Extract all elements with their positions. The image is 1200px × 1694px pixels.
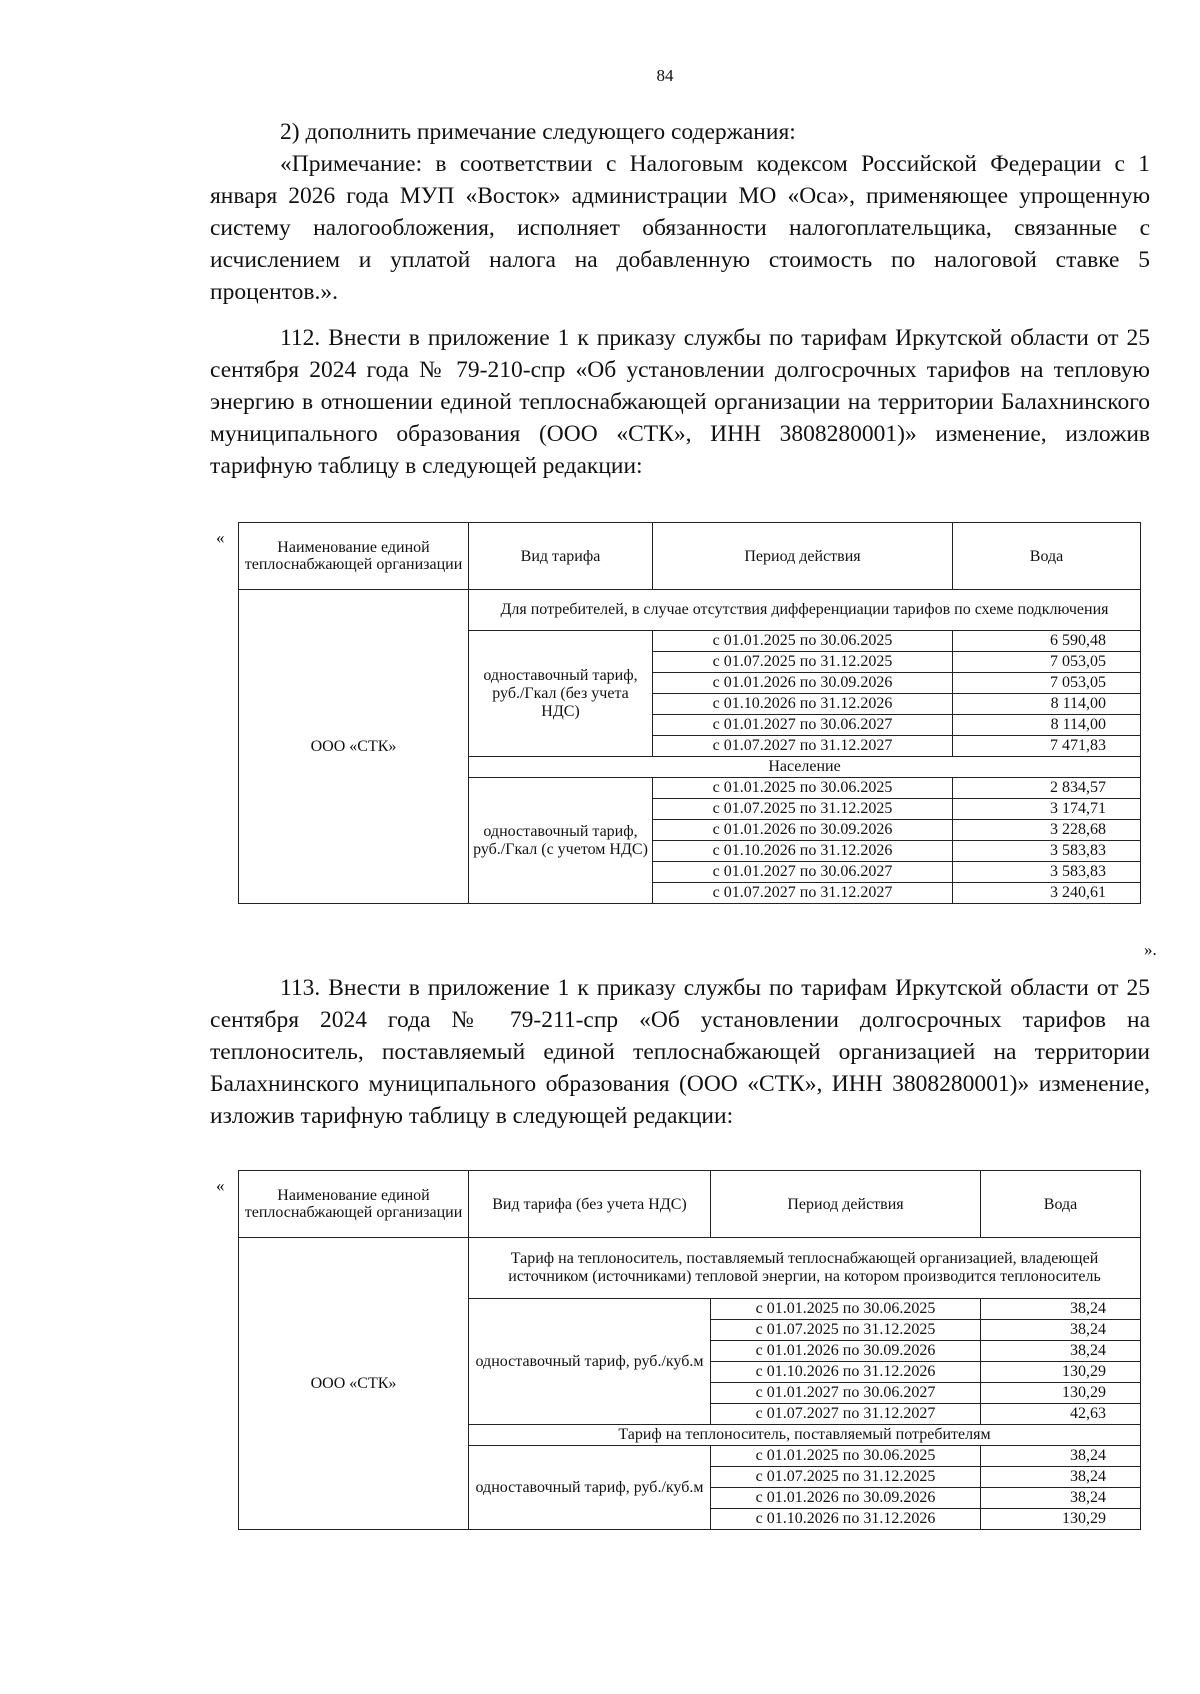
table1-close-quote: ». — [1144, 940, 1157, 959]
period-cell: с 01.10.2026 по 31.12.2026 — [653, 841, 953, 862]
paragraph-113 — [210, 972, 1150, 1132]
tariff-type: одноставочный тариф, руб./куб.м — [469, 1299, 711, 1425]
period-cell: с 01.07.2025 по 31.12.2025 — [711, 1467, 981, 1488]
tariff-type: одноставочный тариф, руб./Гкал (с учетом НДС) — [469, 778, 653, 904]
value-cell: 130,29 — [981, 1509, 1141, 1530]
tariff-type: одноставочный тариф, руб./куб.м — [469, 1446, 711, 1530]
note-text: «Примечание: в соответствии с Налоговым кодексом Российской Федерации с 1 января 2026 года МУП «Восток» администрации МО «Оса», применяющее упрощенную систему налогообложения, исполняет обязанности налогоплательщика, связанные с исчислением и уплатой налога на добавленную стоимость по налоговой ставке 5 процентов.». — [210, 151, 1150, 305]
period-cell: с 01.07.2025 по 31.12.2025 — [653, 652, 953, 673]
value-cell: 3 583,83 — [953, 841, 1141, 862]
value-cell: 38,24 — [981, 1467, 1141, 1488]
note-intro: 2) дополнить примечание следующего содержания: — [280, 119, 796, 145]
tariff-table-heat — [238, 522, 1141, 904]
value-cell: 3 583,83 — [953, 862, 1141, 883]
period-cell: с 01.07.2027 по 31.12.2027 — [653, 736, 953, 757]
period-cell: с 01.01.2026 по 30.09.2026 — [653, 673, 953, 694]
value-cell: 38,24 — [981, 1299, 1141, 1320]
header-period: Период действия — [653, 523, 953, 590]
value-cell: 38,24 — [981, 1341, 1141, 1362]
value-cell: 38,24 — [981, 1488, 1141, 1509]
table1-open-quote: « — [216, 528, 225, 547]
table-header-row — [239, 523, 1141, 590]
period-cell: с 01.01.2026 по 30.09.2026 — [711, 1341, 981, 1362]
value-cell: 130,29 — [981, 1383, 1141, 1404]
header-period: Период действия — [711, 1171, 981, 1238]
value-cell: 42,63 — [981, 1404, 1141, 1425]
value-cell: 3 174,71 — [953, 799, 1141, 820]
period-cell: с 01.01.2027 по 30.06.2027 — [653, 715, 953, 736]
organization-name: ООО «СТК» — [239, 1238, 469, 1530]
paragraph-113-text: 113. Внести в приложение 1 к приказу службы по тарифам Иркутской области от 25 сентября 2024 года № 79-211-спр «Об установлении долгосрочных тарифов на теплоноситель, поставляемый единой теплоснабжающей организацией на территории Балахнинского муниципального образования (ООО «СТК», ИНН 3808280001)» изменение, изложив тарифную таблицу в следующей редакции: — [210, 975, 1150, 1129]
section-row — [239, 590, 1141, 631]
period-cell: с 01.01.2026 по 30.09.2026 — [711, 1488, 981, 1509]
paragraph-note — [210, 116, 1150, 308]
header-water: Вода — [981, 1171, 1141, 1238]
header-org: Наименование единой теплоснабжающей организации — [239, 523, 469, 590]
table-header-row — [239, 1171, 1141, 1238]
value-cell: 38,24 — [981, 1320, 1141, 1341]
period-cell: с 01.10.2026 по 31.12.2026 — [653, 694, 953, 715]
tariff-table-coolant — [238, 1170, 1141, 1530]
value-cell: 7 471,83 — [953, 736, 1141, 757]
period-cell: с 01.07.2025 по 31.12.2025 — [653, 799, 953, 820]
value-cell: 3 240,61 — [953, 883, 1141, 904]
section-title: Население — [469, 757, 1141, 778]
paragraph-112-text: 112. Внести в приложение 1 к приказу службы по тарифам Иркутской области от 25 сентября 2024 года № 79-210-спр «Об установлении долгосрочных тарифов на тепловую энергию в отношении единой теплоснабжающей организации на территории Балахнинского муниципального образования (ООО «СТК», ИНН 3808280001)» изменение, изложив тарифную таблицу в следующей редакции: — [210, 325, 1150, 479]
value-cell: 7 053,05 — [953, 673, 1141, 694]
section-title: Для потребителей, в случае отсутствия дифференциации тарифов по схеме подключения — [469, 590, 1141, 631]
period-cell: с 01.01.2025 по 30.06.2025 — [711, 1299, 981, 1320]
period-cell: с 01.01.2025 по 30.06.2025 — [653, 778, 953, 799]
period-cell: с 01.07.2027 по 31.12.2027 — [711, 1404, 981, 1425]
paragraph-112 — [210, 322, 1150, 482]
period-cell: с 01.01.2025 по 30.06.2025 — [653, 631, 953, 652]
page-number: 84 — [656, 66, 674, 85]
period-cell: с 01.01.2027 по 30.06.2027 — [653, 862, 953, 883]
section-title: Тариф на теплоноситель, поставляемый потребителям — [469, 1425, 1141, 1446]
period-cell: с 01.01.2025 по 30.06.2025 — [711, 1446, 981, 1467]
period-cell: с 01.07.2027 по 31.12.2027 — [653, 883, 953, 904]
value-cell: 8 114,00 — [953, 715, 1141, 736]
tariff-type: одноставочный тариф, руб./Гкал (без учета НДС) — [469, 631, 653, 757]
value-cell: 38,24 — [981, 1446, 1141, 1467]
table2-open-quote: « — [216, 1176, 225, 1195]
period-cell: с 01.01.2027 по 30.06.2027 — [711, 1383, 981, 1404]
section-row — [239, 1238, 1141, 1299]
header-tariff-type: Вид тарифа (без учета НДС) — [469, 1171, 711, 1238]
section-title: Тариф на теплоноситель, поставляемый теплоснабжающей организацией, владеющей источником (источниками) тепловой энергии, на котором производится теплоноситель — [469, 1238, 1141, 1299]
value-cell: 8 114,00 — [953, 694, 1141, 715]
value-cell: 7 053,05 — [953, 652, 1141, 673]
value-cell: 130,29 — [981, 1362, 1141, 1383]
value-cell: 2 834,57 — [953, 778, 1141, 799]
header-water: Вода — [953, 523, 1141, 590]
period-cell: с 01.01.2026 по 30.09.2026 — [653, 820, 953, 841]
period-cell: с 01.10.2026 по 31.12.2026 — [711, 1362, 981, 1383]
period-cell: с 01.10.2026 по 31.12.2026 — [711, 1509, 981, 1530]
value-cell: 6 590,48 — [953, 631, 1141, 652]
value-cell: 3 228,68 — [953, 820, 1141, 841]
header-tariff-type: Вид тарифа — [469, 523, 653, 590]
header-org: Наименование единой теплоснабжающей организации — [239, 1171, 469, 1238]
organization-name: ООО «СТК» — [239, 590, 469, 904]
period-cell: с 01.07.2025 по 31.12.2025 — [711, 1320, 981, 1341]
